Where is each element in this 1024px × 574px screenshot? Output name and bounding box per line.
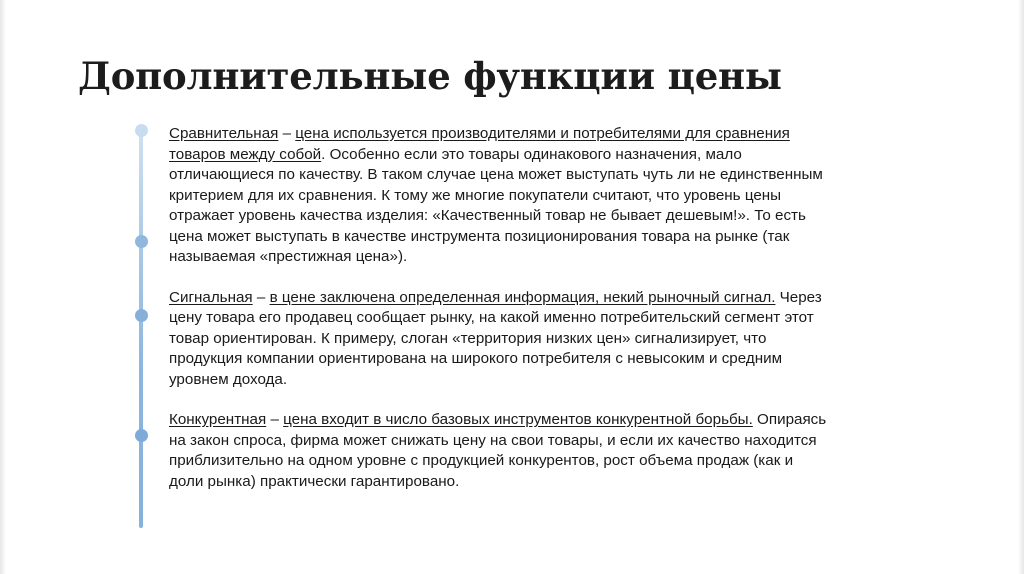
timeline-dot-4 — [135, 429, 148, 442]
timeline-line — [139, 131, 143, 528]
function-term: Сигнальная — [169, 288, 253, 306]
timeline-dot-3 — [135, 309, 148, 322]
function-definition: цена входит в число базовых инструментов конкурентной борьбы. — [283, 411, 753, 428]
timeline-dot-1 — [135, 124, 148, 137]
term-dash: – — [278, 125, 296, 142]
timeline-dot-2 — [135, 235, 148, 248]
term-dash: – — [266, 411, 284, 428]
function-description: Опираясь на закон спроса, фирма может снижать цену на свои товары, и если их качество находится приблизительно на одном уровне с продукцией конкурентов, рост объема продаж (как и доли рынка) практически гарантировано. — [169, 411, 827, 490]
function-item-signal — [169, 288, 829, 391]
function-item-comparative — [169, 124, 829, 268]
functions-list — [169, 124, 829, 492]
function-term: Конкурентная — [169, 411, 267, 428]
function-definition: цена используется производителями и потребителями для сравнения товаров между собой — [169, 125, 790, 163]
term-dash: – — [252, 288, 270, 306]
function-description: . Особенно если это товары одинакового назначения, мало отличающиеся по качеству. В таком случае цена может выступать чуть ли не единственным критерием для их сравнения. К тому же многие покупатели считают, что уровень цены отражает уровень качества изделия: «Качественный товар не бывает дешевым!». То есть цена может выступать в качестве инструмента позиционирования товара на рынке (так называемая «престижная цена»). — [169, 145, 823, 265]
slide-title: Дополнительные функции цены — [78, 54, 782, 98]
slide-frame-left — [0, 0, 6, 574]
function-description: Через цену товара его продавец сообщает рынку, на какой именно потребительский сегмент этот товар ориентирован. К примеру, слоган «территория низких цен» сигнализирует, что продукция компании ориентирована на широкого потребителя с невысоким и средним уровнем дохода. — [169, 288, 822, 388]
function-item-competitive — [169, 410, 829, 492]
function-term: Сравнительная — [169, 125, 279, 142]
function-definition: в цене заключена определенная информация, некий рыночный сигнал. — [269, 288, 776, 306]
slide-frame-right — [1018, 0, 1024, 574]
